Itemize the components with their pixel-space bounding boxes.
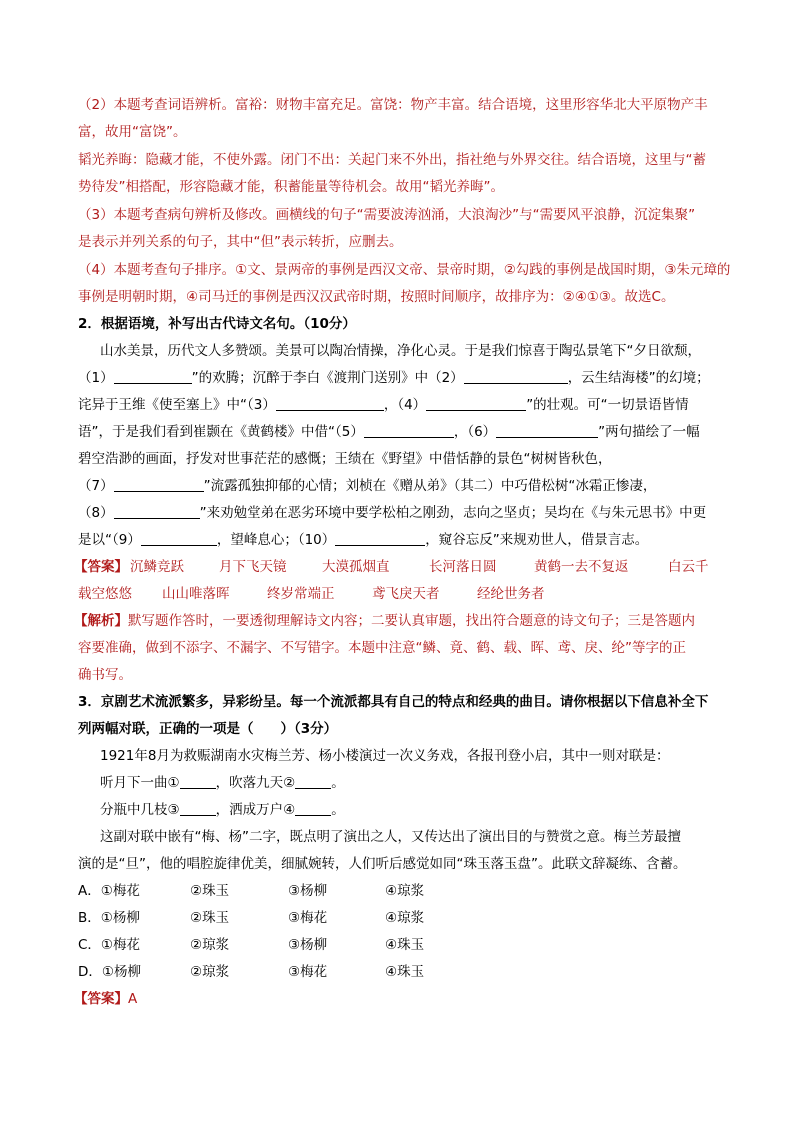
- question-2-line-7: [78, 504, 706, 522]
- question-2-line-3: [78, 396, 689, 414]
- question-2-text: ，（6）: [453, 424, 497, 440]
- option-b-choice-2: ②珠玉: [190, 910, 230, 926]
- question-2-line-4: [78, 423, 700, 441]
- question-2-text: ，窥谷忘反”来规劝世人，借景言志。: [425, 532, 649, 548]
- option-c-choice-4: ④珠玉: [385, 937, 425, 953]
- analysis-text: 默写题作答时，一要透彻理解诗文内容；二要认真审题，找出符合题意的诗文句子；三是答题内: [128, 613, 695, 629]
- explanation-3-line-1: [78, 206, 695, 224]
- answer-4: 长河落日圆: [429, 559, 497, 575]
- blank-3[interactable]: [276, 396, 384, 411]
- question-2-text: ”的欢腾；沉醉于李白《渡荆门送别》中（2）: [191, 370, 464, 386]
- option-c-choice-3: ③杨柳: [288, 937, 328, 953]
- explanation-3-line-2: 是表示并列关系的句子，其中“但”表示转折，应删去。: [78, 234, 403, 250]
- option-a-choice-3: ③杨柳: [288, 883, 328, 899]
- question-2-line-6: [78, 477, 656, 495]
- blank-6[interactable]: [496, 423, 598, 438]
- blank-label-8: （8）: [78, 505, 114, 521]
- option-b-choice-3: ③梅花: [288, 910, 328, 926]
- blank-label-1: （1）: [78, 370, 114, 386]
- question-2-text: ”两句描绘了一幅: [598, 424, 700, 440]
- explanation-3-text-end: ”: [688, 207, 696, 223]
- explanation-4-reason-3: ③朱元璋的: [664, 262, 731, 278]
- explanation-3-quote-2: 需要风平浪静，沉淀集聚: [539, 207, 689, 223]
- answer-6: 白云千: [668, 559, 709, 575]
- blank-7[interactable]: [114, 477, 204, 492]
- question-2-text: ”来劝勉堂弟在恶劣环境中要学松柏之刚劲，志向之坚贞；吴均在《与朱元思书》中更: [199, 505, 707, 521]
- answer-10: 鸢飞戾天者: [372, 586, 440, 602]
- option-c-choice-2: ②琼浆: [190, 937, 230, 953]
- couplet-text: 。: [331, 775, 345, 791]
- question-2-text: ，（4）: [383, 397, 427, 413]
- couplet-text: 分瓶中几枝③: [100, 802, 180, 818]
- question-2-text: ”流露孤独抑郁的心情；刘桢在《赠从弟》（其二）中巧借松树“冰霜正惨凄，: [203, 478, 657, 494]
- explanation-4-text: （4）本题考查句子排序。: [78, 262, 236, 278]
- explanation-4-reason-1: ①文、景两帝的事例是西汉文帝、景帝时期，: [235, 262, 504, 278]
- question-2-text: 是以“（9）: [78, 532, 141, 548]
- option-a-choice-4: ④琼浆: [385, 883, 425, 899]
- blank-1[interactable]: [114, 369, 192, 384]
- question-2-text: 诧异于王维《使至塞上》中“（3）: [78, 397, 276, 413]
- option-b-choice-4: ④琼浆: [385, 910, 425, 926]
- option-a-choice-2: ②珠玉: [190, 883, 230, 899]
- question-2-line-8: [78, 531, 648, 549]
- answer-value: A: [128, 991, 138, 1007]
- blank-8[interactable]: [114, 504, 200, 519]
- blank-4[interactable]: [426, 396, 526, 411]
- explanation-3-text-mid: ”与“: [512, 207, 540, 223]
- question-3-title-line-2: 列两幅对联，正确的一项是（ ）（3分）: [78, 721, 338, 737]
- question-3-title-line-1: 3．京剧艺术流派繁多，异彩纷呈。每一个流派都具有自己的特点和经典的曲目。请你根据以下信息补全下: [78, 694, 709, 710]
- explanation-2-line-2: 富，故用“富饶”。: [78, 124, 187, 140]
- answer-3: 大漠孤烟直: [322, 559, 390, 575]
- couplet-text: ，吹落九天②: [215, 775, 296, 791]
- answer-8: 山山唯落晖: [162, 586, 230, 602]
- explanation-4-line-2: 事例是明朝时期，④司马迁的事例是西汉汉武帝时期，按照时间顺序，故排序为：②④①③。故选C。: [78, 289, 675, 305]
- option-c-choice-1: C．①梅花: [78, 937, 141, 953]
- option-d-choice-4: ④珠玉: [385, 964, 425, 980]
- explanation-2-line-4: 势待发”相搭配，形容隐藏才能，积蓄能量等待机会。故用“韬光养晦”。: [78, 179, 504, 195]
- explanation-4-reason-2: ②勾践的事例是战国时期，: [503, 262, 665, 278]
- explanation-4-line-1: [78, 261, 730, 279]
- blank-10[interactable]: [335, 531, 425, 546]
- analysis-line-1: [74, 612, 695, 630]
- blank-9[interactable]: [141, 531, 217, 546]
- blank-5[interactable]: [364, 423, 454, 438]
- answer-9: 终岁常端正: [267, 586, 335, 602]
- couplet-blank-1[interactable]: [180, 774, 216, 789]
- question-2-text: ，望峰息心；（10）: [216, 532, 336, 548]
- explanation-2-line-3: 韬光养晦：隐藏才能，不使外露。闭门不出：关起门来不外出，指社绝与外界交往。结合语境，这里与“蓄: [78, 152, 706, 168]
- option-d-choice-2: ②琼浆: [190, 964, 230, 980]
- question-3-paragraph-1: 1921年8月为救赈湖南水灾梅兰芳、杨小楼演过一次义务戏，各报刊登小启，其中一则对联是：: [100, 748, 670, 764]
- question-2-text: 语”，于是我们看到崔颢在《黄鹤楼》中借“（5）: [78, 424, 364, 440]
- question-2-line-2: [78, 369, 710, 387]
- question-2-line-5: 碧空浩渺的画面，抒发对世事茫茫的感慨；王绩在《野望》中借恬静的景色“树树皆秋色，: [78, 451, 612, 467]
- question-2-text: ”的壮观。可“一切景语皆情: [526, 397, 689, 413]
- analysis-label: 【解析】: [74, 613, 128, 629]
- answer-label: 【答案】: [74, 991, 128, 1007]
- blank-label-7: （7）: [78, 478, 114, 494]
- option-b-choice-1: B．①杨柳: [78, 910, 140, 926]
- question-2-line-1: 山水美景，历代文人多赞颂。美景可以陶冶情操，净化心灵。于是我们惊喜于陶弘景笔下“夕日欲颓，: [100, 343, 701, 359]
- answer-label: 【答案】: [74, 559, 128, 575]
- couplet-text: ，洒成万户④: [215, 802, 296, 818]
- couplet-blank-3[interactable]: [180, 801, 216, 816]
- answer-1: 沉鳞竞跃: [130, 559, 184, 575]
- question-3-paragraph-2-line-2: 演的是“旦”，他的唱腔旋律优美，细腻婉转，人们听后感觉如同“珠玉落玉盘”。此联文辞凝练、含蓄。: [78, 856, 687, 872]
- couplet-text: 听月下一曲①: [100, 775, 180, 791]
- answer-row-1: [74, 558, 128, 576]
- analysis-line-3: 确书写。: [78, 667, 132, 683]
- analysis-line-2: 容要准确，做到不添字、不漏字、不写错字。本题中注意“鳞、竟、鹤、载、晖、鸢、戾、纶”等字的正: [78, 640, 686, 656]
- couplet-line-1: [100, 774, 345, 792]
- blank-2[interactable]: [464, 369, 568, 384]
- option-d-choice-1: D．①杨柳: [78, 964, 141, 980]
- couplet-blank-2[interactable]: [295, 774, 331, 789]
- explanation-3-text: （3）本题考查病句辨析及修改。画横线的句子“: [78, 207, 364, 223]
- question-3-paragraph-2-line-1: 这副对联中嵌有“梅、杨”二字，既点明了演出之人，又传达出了演出目的与赞赏之意。梅兰芳最擅: [100, 829, 681, 845]
- answer-11: 经纶世务者: [477, 586, 545, 602]
- option-d-choice-3: ③梅花: [288, 964, 328, 980]
- couplet-line-2: [100, 801, 345, 819]
- couplet-text: 。: [331, 802, 345, 818]
- question-3-answer: [74, 990, 137, 1008]
- answer-5: 黄鹤一去不复返: [534, 559, 629, 575]
- option-a-choice-1: A．①梅花: [78, 883, 140, 899]
- question-2-title: 2．根据语境，补写出古代诗文名句。（10分）: [78, 316, 356, 332]
- answer-7: 载空悠悠: [78, 586, 132, 602]
- question-2-text: ，云生结海楼”的幻境；: [567, 370, 710, 386]
- explanation-3-quote-1: 需要波涛汹涌，大浪淘沙: [363, 207, 513, 223]
- couplet-blank-4[interactable]: [295, 801, 331, 816]
- explanation-2-line-1: （2）本题考查词语辨析。富裕：财物丰富充足。富饶：物产丰富。结合语境，这里形容华北大平原物产丰: [78, 97, 708, 113]
- answer-2: 月下飞天镜: [219, 559, 287, 575]
